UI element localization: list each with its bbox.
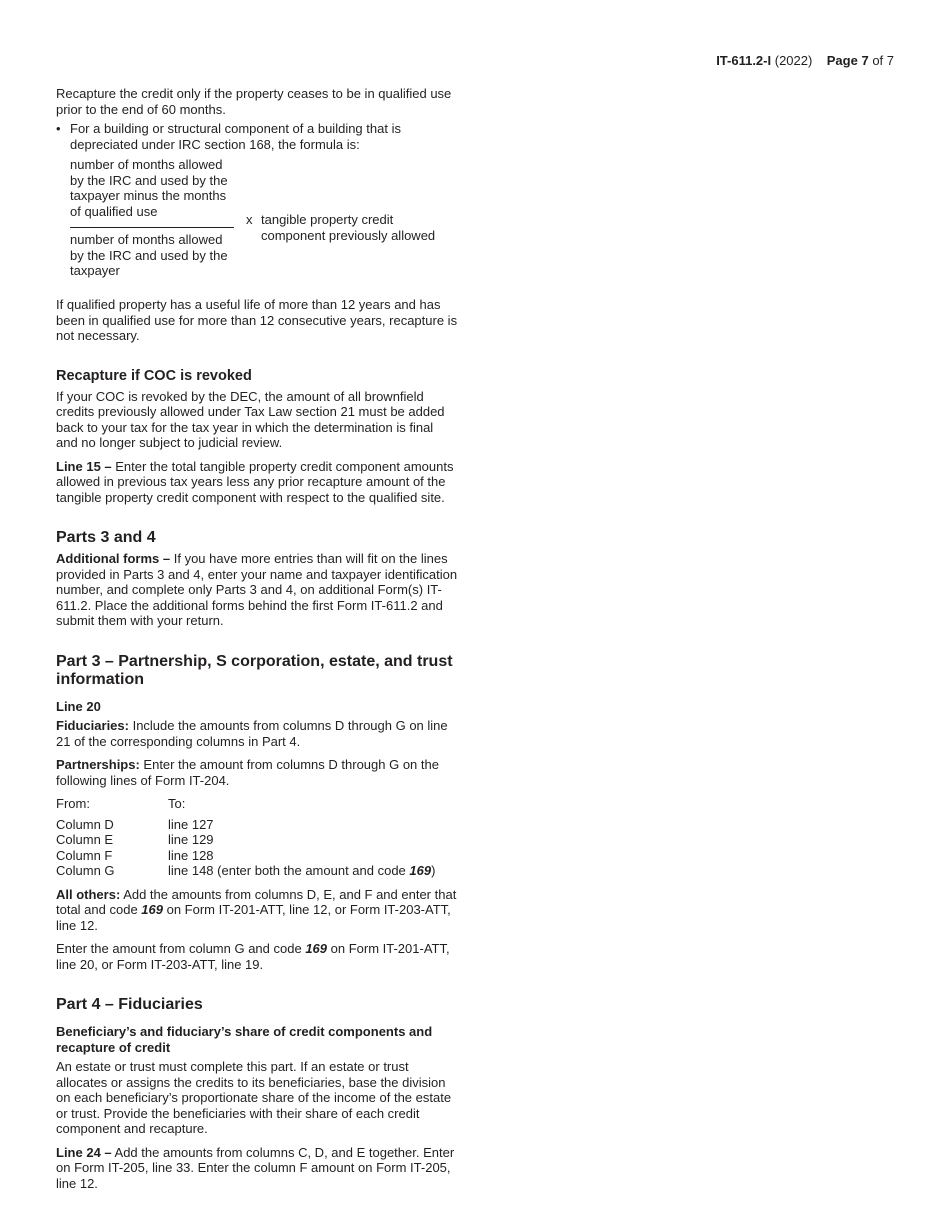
instructions-column — [56, 86, 458, 1191]
column-g-text-1: Enter the amount from column G and code — [56, 941, 306, 956]
parts34-heading: Parts 3 and 4 — [56, 529, 156, 546]
to-cell: line 128 — [168, 847, 214, 863]
line24-text: Add the amounts from columns C, D, and E together. Enter on Form IT-205, line 33. Enter the column F amount on Form IT-205, line 12. — [56, 1144, 455, 1191]
from-cell: Column G — [56, 863, 115, 878]
to-cell: line 129 — [168, 832, 214, 847]
from-cell: Column E — [56, 832, 114, 847]
additional-forms-label: Additional forms – — [56, 551, 171, 566]
partnerships-label: Partnerships: — [56, 757, 140, 772]
code-169: 169 — [409, 863, 432, 878]
page-of: of 7 — [872, 53, 894, 68]
to-header: To: — [168, 796, 186, 811]
line24-label: Line 24 – — [56, 1144, 112, 1160]
fiduciaries-paragraph — [56, 718, 458, 749]
additional-forms-paragraph — [56, 551, 458, 629]
useful-life-note: If qualified property has a useful life of more than 12 years and has been in qualified use for more than 12 consecutive years, recapture is not necessary. — [56, 297, 458, 343]
part4-subheading: Beneficiary’s and fiduciary’s share of credit components and recapture of credit — [56, 1024, 433, 1055]
line20-heading: Line 20 — [56, 698, 101, 714]
table-row — [56, 863, 435, 879]
table-row — [56, 832, 435, 848]
recapture-formula — [70, 157, 458, 287]
all-others-text-2: on Form IT-201-ATT, line 12, or Form IT-203-ATT, line 12. — [56, 902, 451, 933]
code-169: 169 — [141, 902, 163, 917]
bullet-mark: • — [56, 121, 61, 136]
coc-heading: Recapture if COC is revoked — [56, 367, 252, 384]
from-cell: Column F — [56, 847, 113, 863]
column-line-table — [56, 796, 435, 879]
partnerships-text: Enter the amount from columns D through G on the following lines of Form IT-204. — [56, 757, 439, 788]
line15-label: Line 15 – — [56, 458, 112, 474]
line15-paragraph — [56, 459, 458, 506]
line15-text: Enter the total tangible property credit component amounts allowed in previous tax years less any prior recapture amount of the tangible property credit component with respect to the qualified site. — [56, 458, 454, 505]
all-others-paragraph — [56, 887, 458, 934]
page-header — [716, 53, 894, 69]
table-row — [56, 817, 435, 833]
to-cell — [168, 863, 435, 879]
coc-text: If your COC is revoked by the DEC, the amount of all brownfield credits previously allowed under Tax Law section 21 must be added back to your tax for the tax year in which the determination is final and no longer subject to judicial review. — [56, 388, 445, 450]
bullet-text: For a building or structural component of a building that is depreciated under IRC section 168, the formula is: — [70, 121, 401, 152]
recapture-intro: Recapture the credit only if the property ceases to be in qualified use prior to the end of 60 months. — [56, 86, 452, 117]
bullet-item — [56, 121, 458, 152]
to-cell-close: ) — [431, 863, 436, 878]
formula-denominator: number of months allowed by the IRC and used by the taxpayer — [70, 232, 228, 278]
to-cell-text: line 148 (enter both the amount and code — [168, 863, 410, 878]
formula-operator: x — [246, 212, 253, 227]
part4-text: An estate or trust must complete this part. If an estate or trust allocates or assigns the credits to its beneficiaries, base the division on each beneficiary’s proportionate share of the income of the estate or trust. Provide the beneficiaries with their share of each credit component and recapture. — [56, 1059, 452, 1136]
form-year: (2022) — [774, 53, 813, 68]
all-others-text-1: Add the amounts from columns D, E, and F and enter that total and code — [56, 886, 457, 917]
part4-heading: Part 4 – Fiduciaries — [56, 996, 203, 1013]
additional-forms-text: If you have more entries than will fit on the lines provided in Parts 3 and 4, enter your name and taxpayer identification number, and complete only Parts 3 and 4, on additional Form(s) IT-611.2. Place the additional forms behind the first Form IT-611.2 and submit them with your return. — [56, 551, 458, 628]
table-row — [56, 848, 435, 864]
fraction-bar — [70, 227, 234, 228]
partnerships-paragraph — [56, 757, 458, 788]
from-cell: Column D — [56, 816, 114, 832]
code-169: 169 — [305, 941, 328, 956]
from-header: From: — [56, 796, 90, 811]
column-g-paragraph — [56, 941, 458, 972]
part3-heading: Part 3 – Partnership, S corporation, estate, and trust information — [56, 652, 453, 688]
line24-paragraph — [56, 1145, 458, 1192]
page-label: Page 7 — [826, 53, 869, 68]
table-header-row — [56, 796, 435, 817]
fiduciaries-text: Include the amounts from columns D through G on line 21 of the corresponding columns in Part 4. — [56, 718, 448, 749]
column-g-text-2: on Form IT-201-ATT, line 20, or Form IT-203-ATT, line 19. — [56, 941, 450, 972]
all-others-label: All others: — [56, 886, 121, 902]
formula-multiplier: tangible property credit component previously allowed — [261, 212, 436, 243]
formula-numerator: number of months allowed by the IRC and used by the taxpayer minus the months of qualified use — [70, 157, 228, 219]
fiduciaries-label: Fiduciaries: — [56, 718, 129, 733]
form-id: IT-611.2-I — [716, 53, 772, 68]
to-cell: line 127 — [168, 816, 214, 832]
